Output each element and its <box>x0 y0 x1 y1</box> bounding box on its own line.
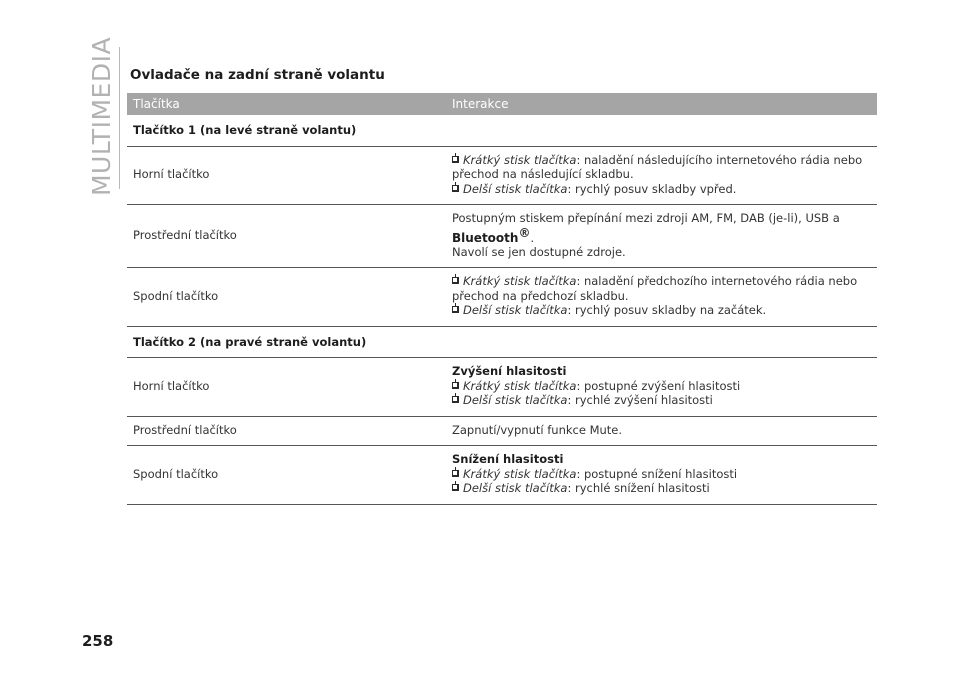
button-name: Prostřední tlačítko <box>127 416 446 446</box>
main-content <box>127 67 877 505</box>
list-item <box>452 182 871 197</box>
button-name: Prostřední tlačítko <box>127 205 446 268</box>
group-row-button-2 <box>127 326 877 358</box>
section-title: Ovladače na zadní straně volantu <box>130 67 385 83</box>
press-description: : rychlý posuv skladby na začátek. <box>567 303 767 318</box>
press-description: : rychlé zvýšení hlasitosti <box>567 393 713 408</box>
press-term: Delší stisk tlačítka <box>463 303 568 318</box>
press-description: : postupné zvýšení hlasitosti <box>576 378 741 393</box>
interaction-cell <box>446 146 877 205</box>
list-item <box>452 467 871 482</box>
table-row <box>127 446 877 505</box>
button-name: Spodní tlačítko <box>127 446 446 505</box>
header-interaction: Interakce <box>446 93 877 115</box>
button-press-icon <box>452 484 459 491</box>
button-name: Horní tlačítko <box>127 146 446 205</box>
press-term: Krátký stisk tlačítka <box>463 466 577 481</box>
list-item <box>452 393 871 408</box>
press-term: Krátký stisk tlačítka <box>463 274 577 289</box>
list-item <box>452 153 871 182</box>
button-name: Spodní tlačítko <box>127 268 446 327</box>
interaction-heading: Zvýšení hlasitosti <box>452 364 567 379</box>
list-item <box>452 481 871 496</box>
button-press-icon <box>452 306 459 313</box>
group-title: Tlačítko 1 (na levé straně volantu) <box>127 115 877 146</box>
controls-table <box>127 93 877 505</box>
button-press-icon <box>452 470 459 477</box>
button-press-icon <box>452 185 459 192</box>
chapter-side-label-text: MULTIMEDIA <box>87 36 117 196</box>
table-row <box>127 268 877 327</box>
available-sources-note: Navolí se jen dostupné zdroje. <box>452 244 626 259</box>
button-press-icon <box>452 277 459 284</box>
button-press-icon <box>452 396 459 403</box>
press-description: : rychlé snížení hlasitosti <box>567 481 710 496</box>
press-description: : naladění předchozího internetového rádia nebo přechod na předchozí skladbu. <box>452 274 858 303</box>
press-term: Delší stisk tlačítka <box>463 481 568 496</box>
registered-mark: ® <box>518 225 531 240</box>
interaction-cell <box>446 205 877 268</box>
press-term: Delší stisk tlačítka <box>463 393 568 408</box>
table-row <box>127 146 877 205</box>
header-buttons: Tlačítka <box>127 93 446 115</box>
chapter-divider-line <box>119 47 120 189</box>
group-row-button-1 <box>127 115 877 146</box>
list-item <box>452 303 871 318</box>
press-term: Krátký stisk tlačítka <box>463 378 577 393</box>
press-description: : rychlý posuv skladby vpřed. <box>567 181 737 196</box>
bluetooth-brand: Bluetooth <box>452 230 519 245</box>
button-press-icon <box>452 382 459 389</box>
list-item <box>452 274 871 303</box>
table-row <box>127 205 877 268</box>
group-title: Tlačítko 2 (na pravé straně volantu) <box>127 326 877 358</box>
table-row <box>127 416 877 446</box>
press-description: : naladění následujícího internetového rádia nebo přechod na následující skladbu. <box>452 152 863 181</box>
interaction-cell <box>446 446 877 505</box>
press-description: : postupné snížení hlasitosti <box>576 466 738 481</box>
button-name: Horní tlačítko <box>127 358 446 417</box>
source-switch-text: Postupným stiskem přepínání mezi zdroji AM, FM, DAB (je-li), USB a <box>452 211 840 225</box>
button-press-icon <box>452 156 459 163</box>
list-item <box>452 379 871 394</box>
press-term: Krátký stisk tlačítka <box>463 152 577 167</box>
table-row <box>127 358 877 417</box>
interaction-cell <box>446 358 877 417</box>
chapter-side-label <box>80 36 124 196</box>
page-number: 258 <box>82 632 114 650</box>
press-term: Delší stisk tlačítka <box>463 181 568 196</box>
interaction-heading: Snížení hlasitosti <box>452 452 564 467</box>
interaction-cell: Zapnutí/vypnutí funkce Mute. <box>446 416 877 446</box>
interaction-cell <box>446 268 877 327</box>
brand-suffix: . <box>530 230 535 245</box>
table-header-row <box>127 93 877 115</box>
